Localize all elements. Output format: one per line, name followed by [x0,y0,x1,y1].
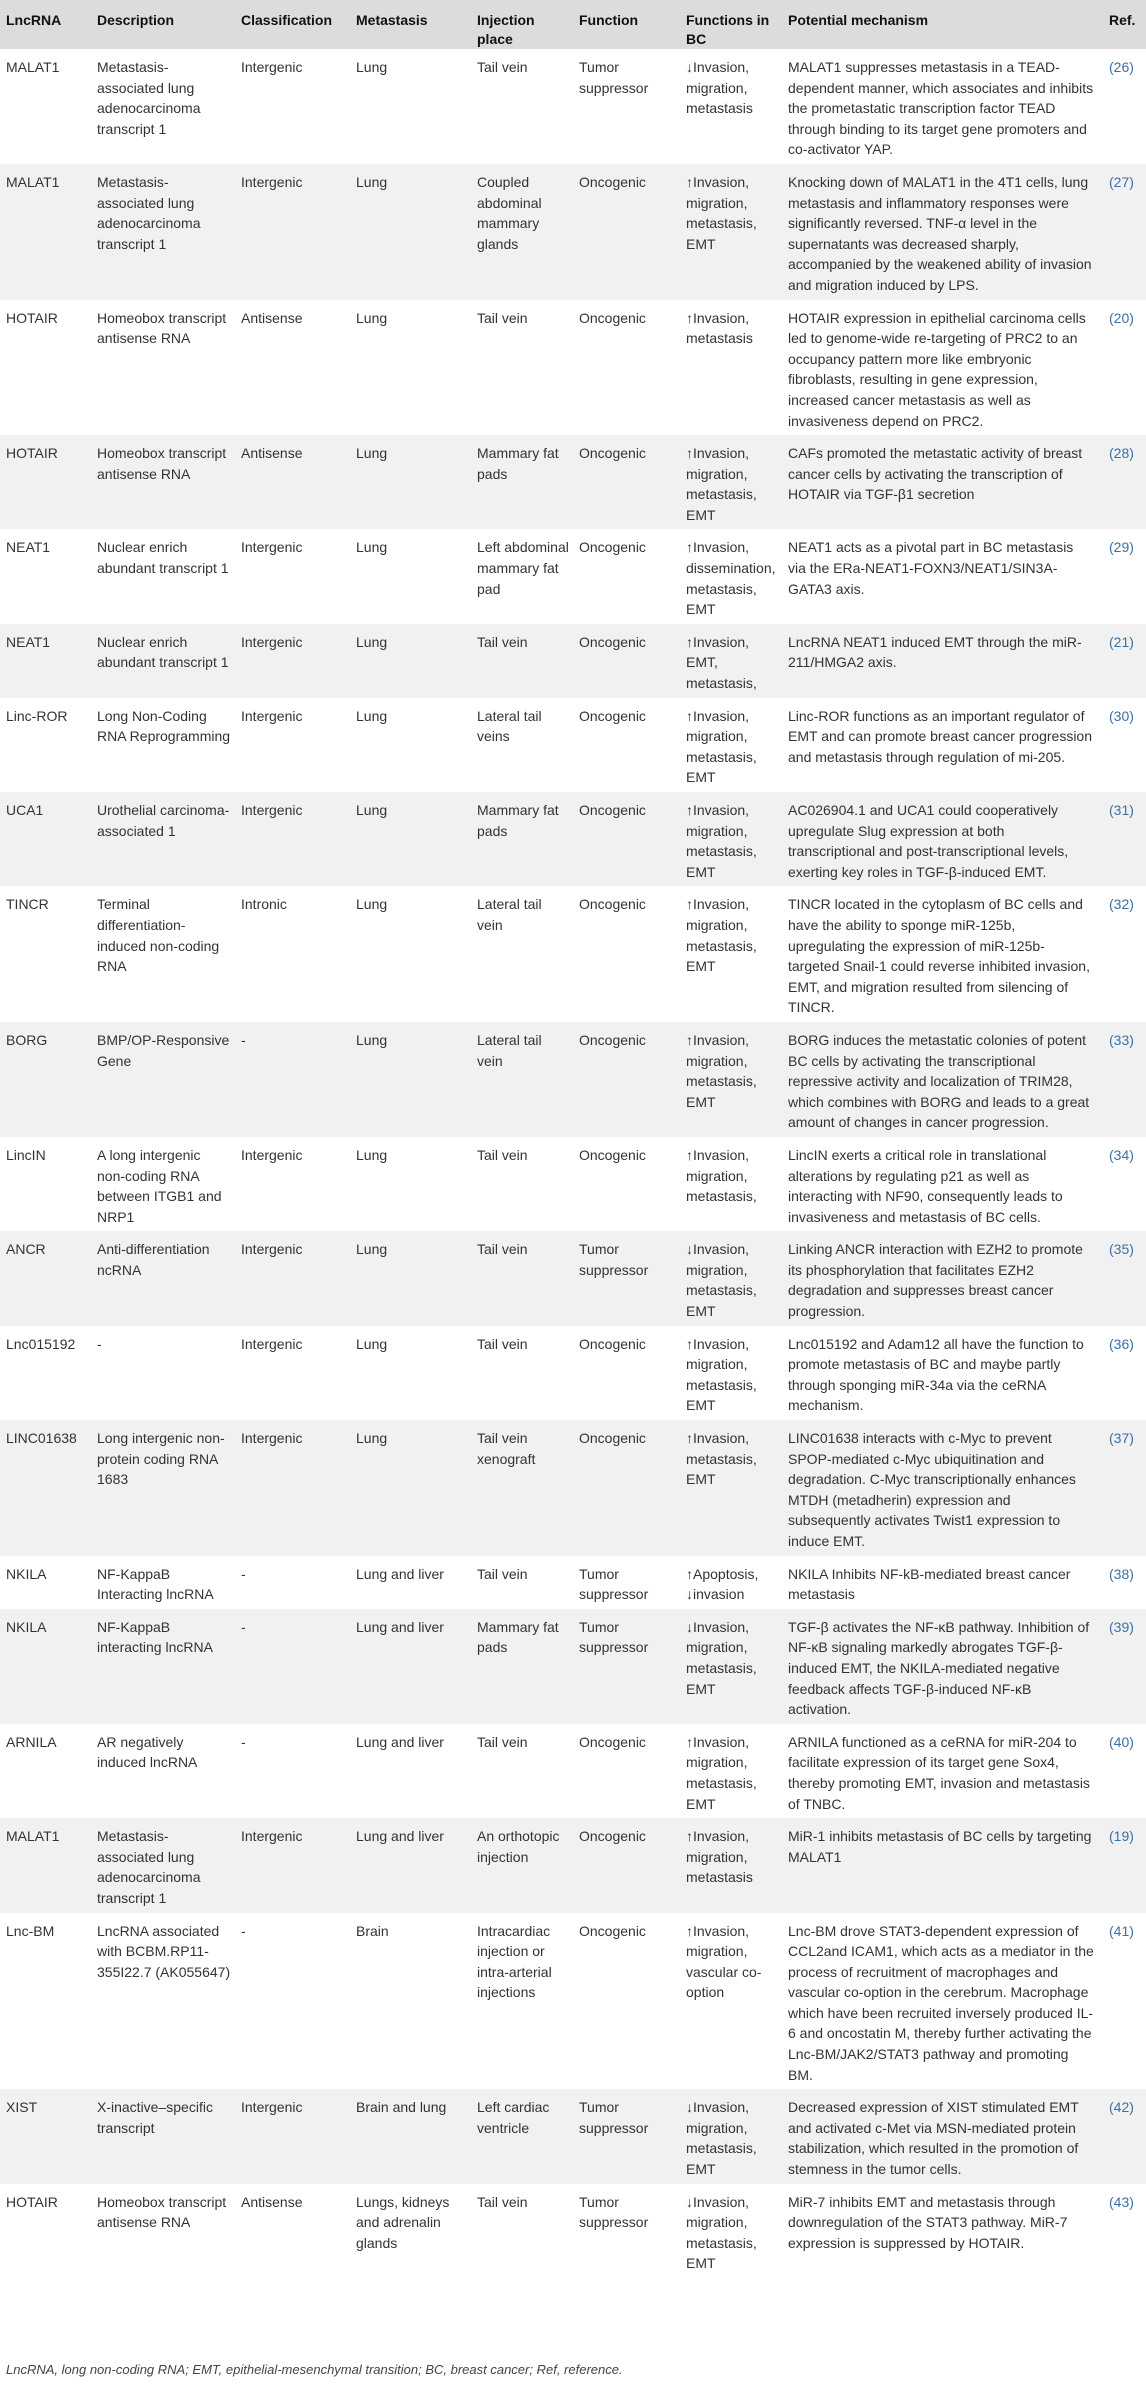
cell-ref[interactable]: (33) [1109,1031,1134,1048]
cell-injection-place: Tail vein [477,2193,528,2210]
cell-function: Oncogenic [579,1430,646,1447]
table-row [0,1724,1146,1818]
cell-lncrna: XIST [6,2099,38,2116]
cell-potential-mechanism: NKILA Inhibits NF-kB-mediated breast cancer metastasis [788,1565,1071,1603]
table-row [0,1231,1146,1325]
cell-description: Long intergenic non-protein coding RNA 1683 [97,1430,225,1488]
cell-metastasis: Lung [356,1335,388,1352]
cell-potential-mechanism: Lnc015192 and Adam12 all have the function to promote metastasis of BC and maybe partly through sponging miR-34a via the ceRNA mechanism. [788,1335,1084,1414]
header-description: Description [97,12,175,28]
cell-classification: Intergenic [241,802,303,818]
cell-injection-place: Tail vein [477,1733,528,1750]
cell-ref[interactable]: (36) [1109,1335,1134,1352]
cell-description: Metastasis-associated lung adenocarcinoma transcript 1 [97,173,201,252]
cell-functions-in-bc: ↑Apoptosis, ↓invasion [686,1565,759,1603]
cell-functions-in-bc: ↑Invasion, migration, metastasis, EMT [686,445,757,523]
cell-functions-in-bc: ↑Invasion, migration, metastasis, EMT [686,173,757,252]
cell-function: Oncogenic [579,707,646,724]
table-row [0,1556,1146,1609]
cell-injection-place: Tail vein [477,1241,528,1258]
cell-functions-in-bc: ↓Invasion, migration, metastasis [686,59,753,117]
cell-potential-mechanism: LINC01638 interacts with c-Myc to prevent SPOP-mediated c-Myc ubiquitination and degradation. C-Myc transcriptionally enhances MTDH (metadherin) expression and subsequently activates Twist1 expression to induce EMT. [788,1430,1076,1549]
cell-classification: Intergenic [241,1430,303,1447]
cell-potential-mechanism: LncRNA NEAT1 induced EMT through the miR-211/HMGA2 axis. [788,633,1082,671]
cell-potential-mechanism: AC026904.1 and UCA1 could cooperatively upregulate Slug expression at both transcriptional and post-transcriptional levels, exerting key roles in TGF-β-induced EMT. [788,802,1069,880]
cell-classification: Intergenic [241,539,303,556]
cell-description: NF-KappaB interacting lncRNA [97,1618,213,1656]
cell-lncrna: NKILA [6,1565,47,1582]
cell-functions-in-bc: ↑Invasion, dissemination, metastasis, EMT [686,539,776,618]
cell-function: Oncogenic [579,1335,646,1352]
cell-description: A long intergenic non-coding RNA between ITGB1 and NRP1 [97,1146,222,1225]
cell-classification: Intergenic [241,173,303,190]
cell-metastasis: Lung [356,633,388,650]
table-row [0,1137,1146,1231]
cell-description: BMP/OP-Responsive Gene [97,1031,230,1069]
cell-classification: Intronic [241,896,287,913]
cell-potential-mechanism: TINCR located in the cytoplasm of BC cells and have the ability to sponge miR-125b, upregulating the expression of miR-125b-targeted Snail-1 could reverse inhibited invasion, EMT, and migration resulted from silencing of TINCR. [788,896,1090,1016]
cell-function: Tumor suppressor [579,59,649,96]
cell-functions-in-bc: ↑Invasion, migration, metastasis [686,1828,753,1886]
table-row [0,792,1146,886]
table-row [0,624,1146,698]
cell-functions-in-bc: ↑Invasion, migration, metastasis, [686,1146,757,1205]
cell-ref[interactable]: (27) [1109,173,1134,190]
cell-injection-place: Tail vein [477,1146,528,1163]
cell-lncrna: TINCR [6,896,49,913]
cell-classification: Antisense [241,2193,303,2210]
cell-metastasis: Brain and lung [356,2099,447,2116]
cell-function: Oncogenic [579,1031,646,1048]
cell-description: Nuclear enrich abundant transcript 1 [97,539,229,577]
cell-classification: Intergenic [241,1241,303,1258]
cell-metastasis: Lung [356,539,388,556]
cell-functions-in-bc: ↑Invasion, migration, metastasis, EMT [686,1733,757,1812]
cell-functions-in-bc: ↑Invasion, migration, metastasis, EMT [686,1031,757,1110]
cell-potential-mechanism: Decreased expression of XIST stimulated EMT and activated c-Met via MSN-mediated protein stabilization, which resulted in the promotion of stemness in the tumor cells. [788,2099,1079,2178]
cell-ref[interactable]: (20) [1109,309,1134,326]
cell-ref[interactable]: (32) [1109,896,1134,913]
header-classification: Classification [241,12,333,28]
cell-function: Oncogenic [579,1922,646,1939]
table-body [0,49,1146,2278]
cell-classification: Antisense [241,309,303,326]
cell-function: Oncogenic [579,173,646,190]
cell-description: NF-KappaB Interacting lncRNA [97,1565,214,1603]
cell-potential-mechanism: TGF-β activates the NF-κB pathway. Inhibition of NF-κB signaling markedly abrogates TGF-β-induced EMT, the NKILA-mediated negative feedback affects TGF-β-induced NF-κB activation. [788,1618,1090,1718]
cell-description: - [97,1335,102,1352]
header-injection-place: Injection place [477,12,535,47]
cell-potential-mechanism: NEAT1 acts as a pivotal part in BC metastasis via the ERa-NEAT1-FOXN3/NEAT1/SIN3A-GATA3 axis. [788,539,1074,597]
cell-metastasis: Lung [356,1146,388,1163]
cell-functions-in-bc: ↑Invasion, migration, metastasis, EMT [686,1335,757,1414]
cell-classification: Intergenic [241,633,303,650]
cell-ref[interactable]: (26) [1109,59,1134,75]
cell-classification: Intergenic [241,59,303,75]
cell-classification: - [241,1922,246,1939]
cell-function: Tumor suppressor [579,2099,649,2136]
cell-lncrna: Lnc-BM [6,1922,55,1939]
cell-functions-in-bc: ↑Invasion, migration, metastasis, EMT [686,707,757,786]
cell-function: Tumor suppressor [579,1241,649,1278]
cell-potential-mechanism: LincIN exerts a critical role in translational alterations by regulating p21 as well as interacting with NF90, consequently leads to invasiveness and metastasis of BC cells. [788,1146,1063,1225]
cell-potential-mechanism: Linking ANCR interaction with EZH2 to promote its phosphorylation that facilitates EZH2 degradation and suppresses breast cancer progression. [788,1241,1083,1320]
cell-functions-in-bc: ↑Invasion, metastasis, EMT [686,1430,757,1488]
cell-potential-mechanism: Lnc-BM drove STAT3-dependent expression of CCL2and ICAM1, which acts as a mediator in the process of recruitment of macrophages and vascular co-option in the cerebrum. Macrophage which have been recruited inversely produced IL-6 and oncostatin M, thereby further activating the Lnc-BM/JAK2/STAT3 pathway and promoting BM. [788,1922,1094,2083]
table-row [0,2184,1146,2278]
cell-potential-mechanism: MiR-1 inhibits metastasis of BC cells by targeting MALAT1 [788,1828,1092,1865]
cell-function: Oncogenic [579,802,646,818]
table-header-row [0,0,1146,49]
cell-functions-in-bc: ↑Invasion, EMT, metastasis, [686,633,757,692]
cell-lncrna: HOTAIR [6,445,58,462]
header-lncrna: LncRNA [6,12,62,28]
cell-injection-place: Tail vein [477,59,528,75]
cell-metastasis: Lung [356,1430,388,1447]
cell-injection-place: Tail vein [477,633,528,650]
cell-function: Oncogenic [579,896,646,913]
cell-classification: - [241,1733,246,1750]
cell-lncrna: NEAT1 [6,633,51,650]
header-function: Function [579,12,639,28]
table-row [0,1022,1146,1137]
cell-potential-mechanism: ARNILA functioned as a ceRNA for miR-204 to facilitate expression of its target gene Sox4, thereby promoting EMT, invasion and metastasis of TNBC. [788,1733,1090,1812]
cell-potential-mechanism: MiR-7 inhibits EMT and metastasis through downregulation of the STAT3 pathway. MiR-7 expression is suppressed by HOTAIR. [788,2193,1068,2251]
cell-metastasis: Lung [356,707,388,724]
cell-potential-mechanism: Linc-ROR functions as an important regulator of EMT and can promote breast cancer progression and metastasis through regulation of mi-205. [788,707,1093,765]
cell-ref[interactable]: (40) [1109,1733,1134,1750]
cell-classification: Intergenic [241,707,303,724]
cell-classification: Intergenic [241,1828,303,1845]
cell-lncrna: UCA1 [6,802,44,818]
cell-metastasis: Lung [356,309,388,326]
cell-description: Homeobox transcript antisense RNA [97,2193,227,2231]
table-row [0,435,1146,529]
cell-classification: Intergenic [241,1335,303,1352]
header-functions-in-bc: Functions in BC [686,12,770,47]
cell-description: Metastasis-associated lung adenocarcinoma transcript 1 [97,59,201,137]
cell-description: X-inactive–specific transcript [97,2099,213,2136]
cell-ref[interactable]: (28) [1109,445,1134,462]
cell-potential-mechanism: HOTAIR expression in epithelial carcinoma cells led to genome-wide re-targeting of PRC2 to an occupancy pattern more like embryonic fibroblasts, resulting in gene expression, increased cancer metastasis as well as invasiveness depend on PRC2. [788,309,1086,429]
cell-lncrna: Linc-ROR [6,707,68,724]
cell-metastasis: Lung [356,1241,388,1258]
table-row [0,529,1146,623]
cell-function: Oncogenic [579,309,646,326]
cell-classification: Intergenic [241,1146,303,1163]
cell-injection-place: Mammary fat pads [477,802,559,839]
table-row [0,300,1146,436]
cell-lncrna: BORG [6,1031,48,1048]
cell-metastasis: Lung and liver [356,1733,444,1750]
cell-lncrna: ARNILA [6,1733,57,1750]
cell-function: Oncogenic [579,1146,646,1163]
cell-ref[interactable]: (37) [1109,1430,1134,1447]
cell-function: Oncogenic [579,1733,646,1750]
cell-ref[interactable]: (30) [1109,707,1134,724]
cell-functions-in-bc: ↑Invasion, metastasis [686,309,753,347]
cell-description: LncRNA associated with BCBM.RP11-355I22.7 (AK055647) [97,1922,231,1980]
cell-injection-place: Mammary fat pads [477,1618,559,1656]
cell-metastasis: Lung [356,896,388,913]
table-row [0,698,1146,792]
cell-functions-in-bc: ↓Invasion, migration, metastasis, EMT [686,1241,757,1320]
cell-ref[interactable]: (21) [1109,633,1134,650]
cell-lncrna: NEAT1 [6,539,51,556]
cell-function: Oncogenic [579,445,646,462]
table-row [0,1913,1146,2090]
cell-function: Oncogenic [579,633,646,650]
cell-functions-in-bc: ↓Invasion, migration, metastasis, EMT [686,1618,757,1697]
cell-lncrna: ANCR [6,1241,46,1258]
table-row [0,1818,1146,1912]
cell-functions-in-bc: ↓Invasion, migration, metastasis, EMT [686,2193,757,2272]
cell-lncrna: NKILA [6,1618,47,1635]
cell-metastasis: Lung [356,445,388,462]
cell-lncrna: HOTAIR [6,2193,58,2210]
cell-ref[interactable]: (19) [1109,1828,1134,1845]
header-ref: Ref. [1109,12,1136,28]
cell-injection-place: An orthotopic injection [477,1828,560,1865]
cell-description: Urothelial carcinoma-associated 1 [97,802,230,839]
cell-potential-mechanism: MALAT1 suppresses metastasis in a TEAD-dependent manner, which associates and inhibits the prometastatic transcription factor TEAD through binding to its target gene promoters and co-activator YAP. [788,59,1094,158]
cell-metastasis: Brain [356,1922,389,1939]
cell-metastasis: Lungs, kidneys and adrenalin glands [356,2193,450,2251]
cell-injection-place: Tail vein [477,309,528,326]
cell-classification: - [241,1565,246,1582]
cell-ref[interactable]: (42) [1109,2099,1134,2116]
cell-metastasis: Lung and liver [356,1618,444,1635]
cell-description: Homeobox transcript antisense RNA [97,445,227,482]
cell-injection-place: Lateral tail veins [477,707,542,745]
cell-function: Tumor suppressor [579,1565,649,1603]
cell-metastasis: Lung and liver [356,1565,444,1582]
cell-lncrna: HOTAIR [6,309,58,326]
table-row [0,164,1146,300]
cell-ref[interactable]: (38) [1109,1565,1134,1582]
cell-lncrna: MALAT1 [6,59,60,75]
table-row [0,49,1146,164]
cell-injection-place: Lateral tail vein [477,896,542,933]
cell-ref[interactable]: (31) [1109,802,1134,818]
cell-function: Oncogenic [579,1828,646,1845]
cell-function: Tumor suppressor [579,1618,649,1656]
cell-function: Oncogenic [579,539,646,556]
cell-injection-place: Tail vein xenograft [477,1430,536,1467]
cell-metastasis: Lung and liver [356,1828,444,1845]
cell-description: Nuclear enrich abundant transcript 1 [97,633,229,671]
cell-description: Metastasis-associated lung adenocarcinoma transcript 1 [97,1828,201,1906]
cell-injection-place: Tail vein [477,1335,528,1352]
cell-description: Terminal differentiation-induced non-coding RNA [97,896,220,975]
cell-lncrna: Lnc015192 [6,1335,76,1352]
cell-ref[interactable]: (35) [1109,1241,1134,1258]
header-potential-mechanism: Potential mechanism [788,12,929,28]
table-row [0,1420,1146,1556]
cell-injection-place: Tail vein [477,1565,528,1582]
cell-potential-mechanism: Knocking down of MALAT1 in the 4T1 cells, lung metastasis and inflammatory responses were significantly reversed. TNF-α level in the supernatants was decreased sharply, accompanied by the weakened ability of invasion and migration induced by LPS. [788,173,1092,293]
cell-classification: Intergenic [241,2099,303,2116]
cell-classification: - [241,1618,246,1635]
cell-injection-place: Coupled abdominal mammary glands [477,173,542,252]
cell-lncrna: LINC01638 [6,1430,77,1447]
cell-metastasis: Lung [356,59,388,75]
cell-injection-place: Mammary fat pads [477,445,559,482]
cell-functions-in-bc: ↑Invasion, migration, metastasis, EMT [686,802,757,880]
cell-function: Tumor suppressor [579,2193,649,2231]
cell-ref[interactable]: (43) [1109,2193,1134,2210]
cell-ref[interactable]: (39) [1109,1618,1134,1635]
cell-ref[interactable]: (34) [1109,1146,1134,1163]
cell-metastasis: Lung [356,802,388,818]
cell-functions-in-bc: ↓Invasion, migration, metastasis, EMT [686,2099,757,2178]
cell-injection-place: Lateral tail vein [477,1031,542,1069]
cell-potential-mechanism: BORG induces the metastatic colonies of potent BC cells by activating the transcriptional repressive activity and localization of TRIM28, which combines with BORG and leads to a great amount of changes in cancer progression. [788,1031,1090,1131]
cell-potential-mechanism: CAFs promoted the metastatic activity of breast cancer cells by activating the transcription of HOTAIR via TGF-β1 secretion [788,445,1083,503]
table-row [0,1609,1146,1724]
cell-lncrna: MALAT1 [6,173,60,190]
header-metastasis: Metastasis [356,12,428,28]
cell-functions-in-bc: ↑Invasion, migration, vascular co-option [686,1922,762,2001]
cell-lncrna: LincIN [6,1146,46,1163]
cell-description: AR negatively induced lncRNA [97,1733,198,1771]
cell-metastasis: Lung [356,173,388,190]
cell-description: Homeobox transcript antisense RNA [97,309,227,347]
table-row [0,886,1146,1022]
cell-ref[interactable]: (29) [1109,539,1134,556]
cell-injection-place: Left cardiac ventricle [477,2099,550,2136]
cell-injection-place: Intracardiac injection or intra-arterial injections [477,1922,552,2001]
cell-description: Anti-differentiation ncRNA [97,1241,210,1278]
cell-metastasis: Lung [356,1031,388,1048]
cell-ref[interactable]: (41) [1109,1922,1134,1939]
cell-classification: - [241,1031,246,1048]
cell-description: Long Non-Coding RNA Reprogramming [97,707,231,745]
table-footnote: LncRNA, long non-coding RNA; EMT, epithelial-mesenchymal transition; BC, breast cancer; Ref, reference. [6,2362,623,2377]
cell-classification: Antisense [241,445,303,462]
cell-lncrna: MALAT1 [6,1828,60,1845]
cell-functions-in-bc: ↑Invasion, migration, metastasis, EMT [686,896,757,975]
table-row [0,1326,1146,1420]
table-row [0,2089,1146,2183]
cell-injection-place: Left abdominal mammary fat pad [477,539,569,597]
